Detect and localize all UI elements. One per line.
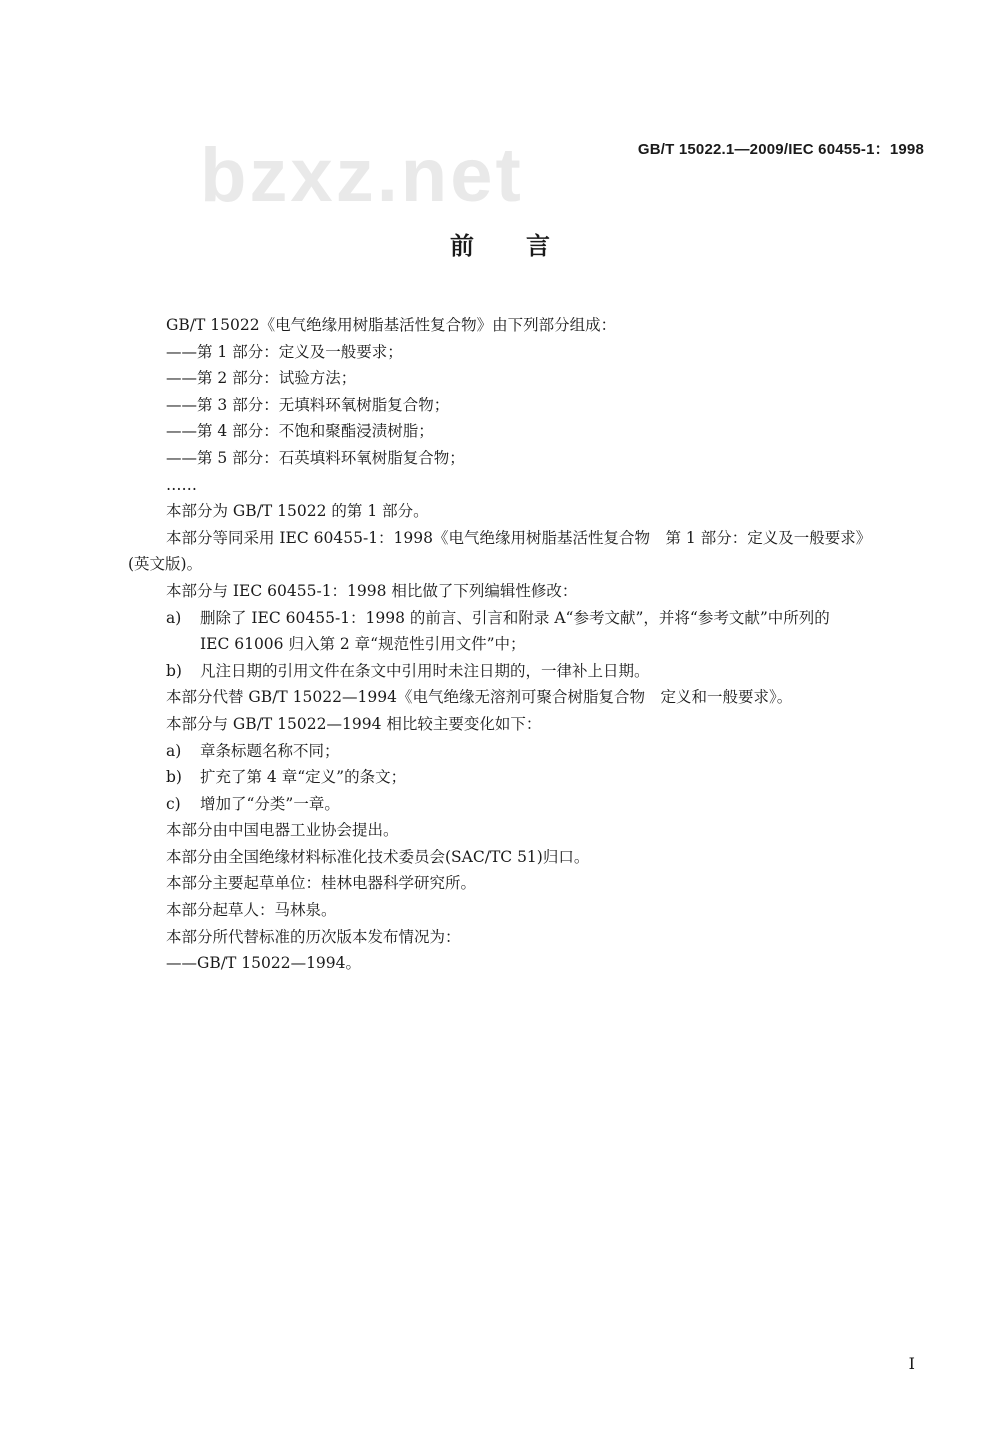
paragraph-adopt: 本部分等同采用 IEC 60455-1：1998《电气绝缘用树脂基活性复合物 第 1 部分：定义及一般要求》 [166,528,872,547]
list-text: 凡注日期的引用文件在条文中引用时未注日期的，一律补上日期。 [200,661,650,680]
paragraph-is-part: 本部分为 GB/T 15022 的第 1 部分。 [166,502,429,521]
list-text: 章条标题名称不同； [200,741,340,760]
paragraph-managed: 本部分由全国绝缘材料标准化技术委员会(SAC/TC 51)归口。 [166,847,590,866]
paragraph-drafter: 本部分起草人：马林泉。 [166,901,337,920]
page-title: 前言 [450,231,602,260]
list-text: 扩充了第 4 章“定义”的条文； [200,768,407,787]
list-label: c) [166,794,181,813]
paragraph-changes-intro: 本部分与 GB/T 15022—1994 相比较主要变化如下： [166,714,542,733]
watermark: bzxz.net [200,133,524,218]
list-item-edit-a [128,605,928,632]
paragraph-adopt-cont: (英文版)。 [128,555,203,574]
paragraph-intro: GB/T 15022《电气绝缘用树脂基活性复合物》由下列部分组成： [166,316,617,334]
standard-code: GB/T 15022.1—2009/IEC 60455-1：1998 [637,141,924,158]
list-label: a) [166,608,182,627]
paragraph-proposed: 本部分由中国电器工业协会提出。 [166,821,399,840]
list-item-history-1: ——GB/T 15022—1994。 [166,954,362,973]
list-text: 删除了 IEC 60455-1：1998 的前言、引言和附录 A“参考文献”，并将“参考文献”中所列的 [200,608,830,627]
list-item-part1: ——第 1 部分：定义及一般要求； [166,342,403,361]
list-ellipsis: …… [166,475,197,494]
list-item-part5: ——第 5 部分：石英填料环氧树脂复合物； [166,448,465,467]
foreword-body [128,312,928,977]
list-item-change-a [128,738,928,765]
list-label: b) [166,661,182,680]
page-number: I [908,1354,915,1373]
paragraph-drafting-unit: 本部分主要起草单位：桂林电器科学研究所。 [166,874,477,893]
list-item-change-c [128,791,928,818]
list-text: 增加了“分类”一章。 [200,794,340,813]
list-item-part2: ——第 2 部分：试验方法； [166,369,357,388]
paragraph-history-intro: 本部分所代替标准的历次版本发布情况为： [166,927,461,946]
paragraph-edit-intro: 本部分与 IEC 60455-1：1998 相比做了下列编辑性修改： [166,581,578,600]
list-item-part4: ——第 4 部分：不饱和聚酯浸渍树脂； [166,422,434,441]
list-item-edit-b [128,658,928,685]
list-item-part3: ——第 3 部分：无填料环氧树脂复合物； [166,395,450,414]
list-label: a) [166,741,182,760]
list-item-change-b [128,764,928,791]
paragraph-replaces: 本部分代替 GB/T 15022—1994《电气绝缘无溶剂可聚合树脂复合物 定义和一般要求》。 [166,688,793,707]
list-item-edit-a-cont: IEC 61006 归入第 2 章“规范性引用文件”中； [200,635,526,654]
list-label: b) [166,768,182,787]
